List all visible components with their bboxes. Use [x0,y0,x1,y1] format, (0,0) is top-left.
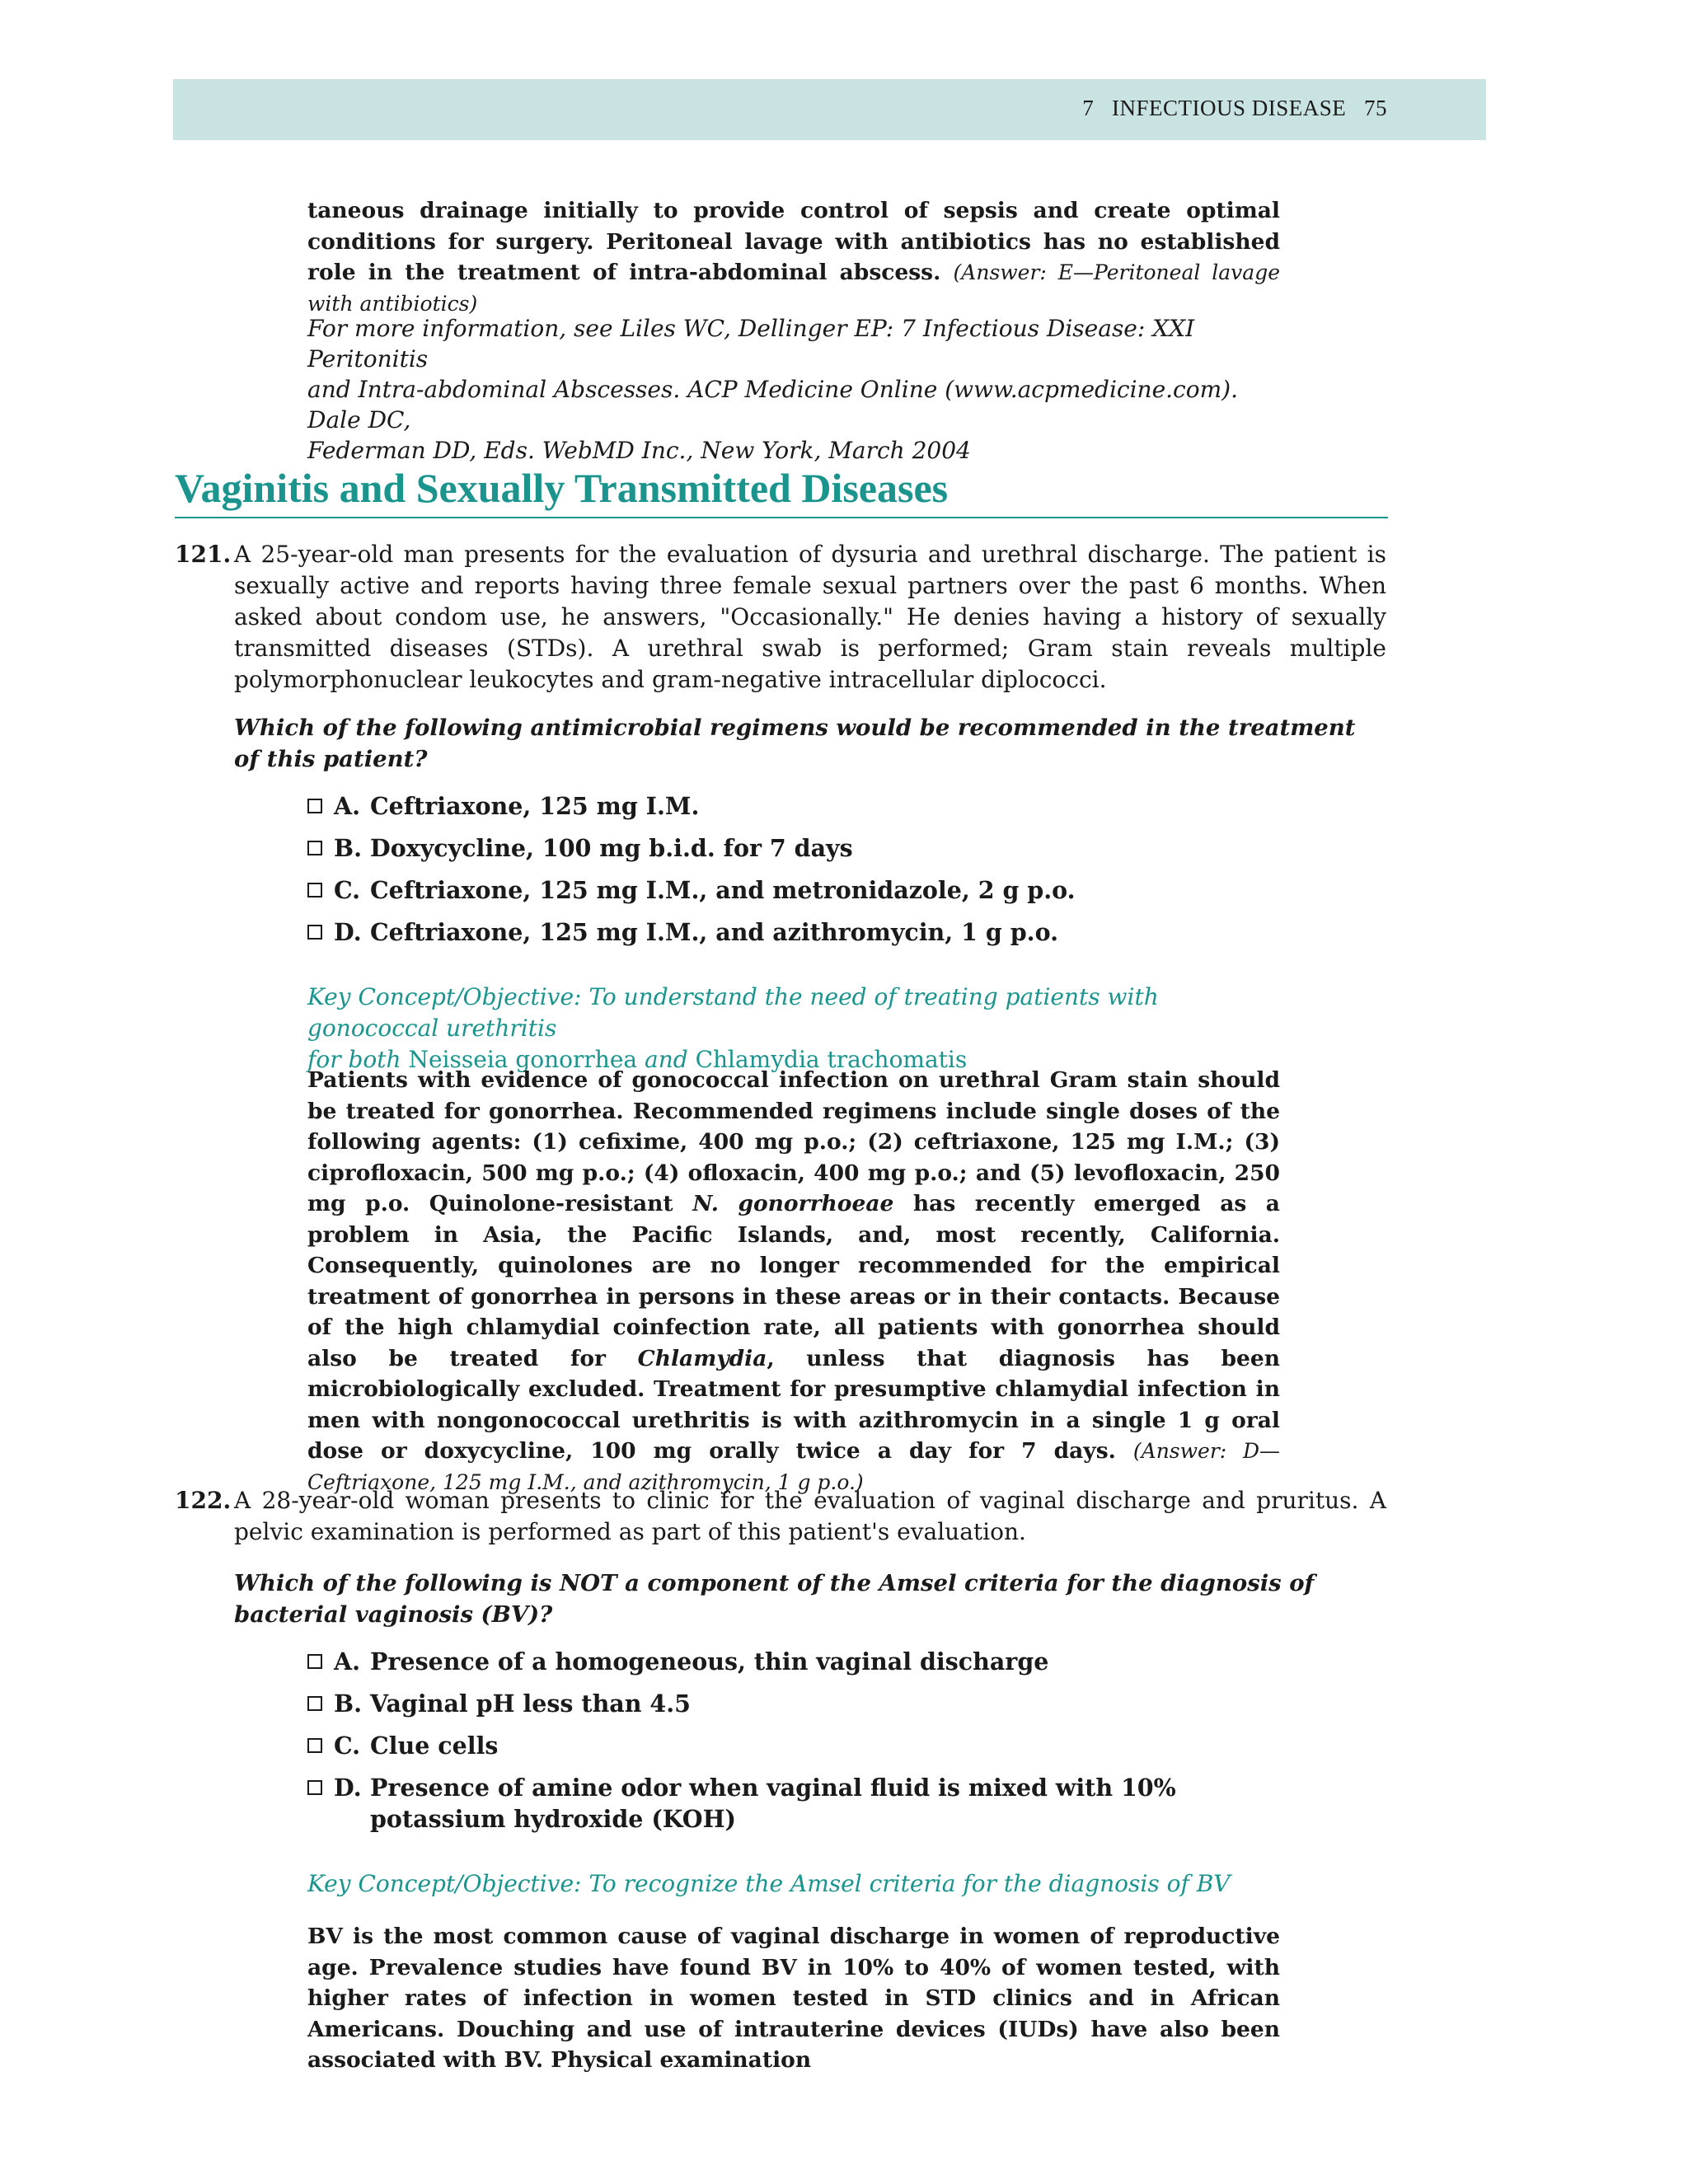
checkbox-icon[interactable] [307,1654,322,1669]
checkbox-icon[interactable] [307,925,322,940]
question-number: 121. [175,541,232,568]
answer-option[interactable]: A. Presence of a homogeneous, thin vaginal discharge [307,1646,1214,1677]
reference-line: Federman DD, Eds. WebMD Inc., New York, March 2004 [307,437,971,464]
answer-option[interactable]: D. Ceftriaxone, 125 mg I.M., and azithromycin, 1 g p.o. [307,916,1214,948]
explanation-122: BV is the most common cause of vaginal discharge in women of reproductive age. Prevalence studies have found BV in 10% to 40% of women tested, with higher rates of infection in women tested in STD clinics and in African Americans. Douching and use of intrauterine devices (IUDs) have also been associated with BV. Physical examination [307,1924,1280,2073]
checkbox-icon[interactable] [307,1696,322,1711]
question-number: 122. [175,1487,232,1514]
question-stem: Which of the following antimicrobial regimens would be recommended in the treatment of this patient? [234,715,1356,772]
answer-option[interactable]: C. Ceftriaxone, 125 mg I.M., and metronidazole, 2 g p.o. [307,874,1214,906]
reference-line: and Intra-abdominal Abscesses. ACP Medicine Online (www.acpmedicine.com). Dale DC, [307,376,1238,434]
organism-name: Neisseia gonorrhea [408,1046,638,1073]
running-header [173,79,1486,140]
checkbox-icon[interactable] [307,883,322,898]
question-vignette: A 28-year-old woman presents to clinic for the evaluation of vaginal discharge and pruritus. A pelvic examination is performed as part of this patient's evaluation. [234,1487,1386,1545]
key-concept: Key Concept/Objective: To recognize the Amsel criteria for the diagnosis of BV [307,1870,1231,1897]
answer-option[interactable]: B. Doxycycline, 100 mg b.i.d. for 7 days [307,832,1214,864]
section-title: Vaginitis and Sexually Transmitted Diseases [175,462,1388,518]
running-header-text: 7 INFECTIOUS DISEASE 75 [1082,96,1387,120]
key-concept: Key Concept/Objective: To understand the need of treating patients with gonococcal urethritis for both Neisseia gonorrhea and Chlamydia trachomatis [307,983,1159,1073]
explanation-121: Patients with evidence of gonococcal infection on urethral Gram stain should be treated for gonorrhea. Recommended regimens include single doses of the following agents: (1) cefixime, 400 mg p.o.; (2) ceftriaxone, 125 mg I.M.; (3) ciprofloxacin, 500 mg p.o.; (4) ofloxacin, 400 mg p.o.; and (5) levofloxacin, 250 mg p.o. Quinolone-resistant N. gonorrhoeae has recently emerged as a problem in Asia, the Pacific Islands, and, most recently, California. Consequently, quinolones are no longer recommended for the empirical treatment of gonorrhea in persons in these areas or in their contacts. Because of the high chlamydial coinfection rate, all patients with gonorrhea should also be treated for Chlamydia, unless that diagnosis has been microbiologically excluded. Treatment for presumptive chlamydial infection in men with nongonococcal urethritis is with azithromycin in a single 1 g oral dose or doxycycline, 100 mg orally twice a day for 7 days. (Answer: D—Ceftriaxone, 125 mg I.M., and azithromycin, 1 g p.o.) [307,1067,1280,1494]
intro-text: taneous drainage initially to provide control of sepsis and create optimal conditions for surgery. Peritoneal lavage with antibiotics has no established role in the treatment of intra-abdominal abscess. [307,198,1280,285]
answer-text: (Answer: D—Ceftriaxone, 125 mg I.M., and azithromycin, 1 g p.o.) [307,1439,1280,1494]
answer-option[interactable]: D. Presence of amine odor when vaginal fluid is mixed with 10% potassium hydroxide (KOH) [307,1772,1214,1835]
organism-name: Chlamydia trachomatis [695,1046,968,1073]
question-stem: Which of the following is NOT a component of the Amsel criteria for the diagnosis of bacterial vaginosis (BV)? [234,1570,1315,1628]
question-122 [175,1485,1386,1548]
reference-note [307,313,1296,466]
checkbox-icon[interactable] [307,799,322,813]
reference-line: For more information, see Liles WC, Dellinger EP: 7 Infectious Disease: XXI Peritonitis [307,315,1195,373]
question-121 [175,539,1386,696]
checkbox-icon[interactable] [307,841,322,855]
answer-option[interactable]: B. Vaginal pH less than 4.5 [307,1688,1214,1719]
question-vignette: A 25-year-old man presents for the evaluation of dysuria and urethral discharge. The patient is sexually active and reports having three female sexual partners over the past 6 months. When asked about condom use, he answers, "Occasionally." He denies having a history of sexually transmitted diseases (STDs). A urethral swab is performed; Gram stain reveals multiple polymorphonuclear leukocytes and gram-negative intracellular diplococci. [234,541,1386,693]
answer-option[interactable]: C. Clue cells [307,1730,1214,1761]
answer-option[interactable]: A. Ceftriaxone, 125 mg I.M. [307,790,1214,822]
intro-paragraph [307,195,1280,319]
intro-answer: (Answer: E—Peritoneal lavage with antibiotics) [307,260,1280,316]
checkbox-icon[interactable] [307,1738,322,1753]
checkbox-icon[interactable] [307,1780,322,1795]
